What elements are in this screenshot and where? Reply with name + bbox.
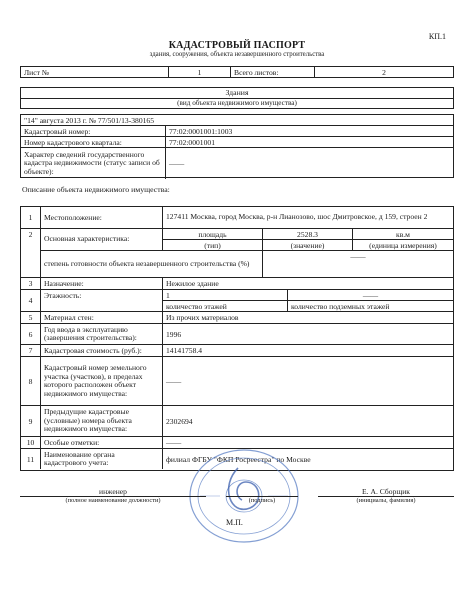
characteristic-value: 2528.3 <box>263 229 353 239</box>
quarter-label: Номер кадастрового квартала: <box>21 137 166 147</box>
row-label: Год ввода в эксплуатацию (завершения строительства): <box>41 324 163 344</box>
row-label: Местоположение: <box>41 207 163 228</box>
row-number: 3 <box>21 278 41 289</box>
cadastral-number-label: Кадастровый номер: <box>21 126 166 136</box>
table-row <box>21 277 453 289</box>
table-row <box>21 311 453 323</box>
document-subtitle: здания, сооружения, объекта незавершенного строительства <box>149 51 325 58</box>
sheet-number: 1 <box>169 67 231 77</box>
object-kind <box>20 87 454 109</box>
previous-numbers-value: 2302694 <box>166 416 193 426</box>
location-value: 127411 Москва, город Москва, р-н Лианозово, шос Дмитровское, д 159, строен 2 <box>166 212 428 222</box>
row-label: Наименование органа кадастрового учета: <box>41 449 163 469</box>
row-label: Этажность: <box>41 290 163 311</box>
purpose-value: Нежилое здание <box>166 279 219 288</box>
cadastral-cost-value: 14141758.4 <box>166 346 203 355</box>
wall-material-value: Из прочих материалов <box>166 313 239 322</box>
row-number: 11 <box>21 449 41 469</box>
row-label: Назначение: <box>41 278 163 289</box>
row-label: Особые отметки: <box>41 437 163 448</box>
row-number: 8 <box>21 357 41 405</box>
underground-caption: количество подземных этажей <box>291 302 390 311</box>
floors-caption: количество этажей <box>163 301 288 312</box>
characteristic-kind: площадь <box>163 229 263 239</box>
row-number: 1 <box>21 207 41 228</box>
row-number: 2 <box>21 229 41 277</box>
special-marks-value: —— <box>166 438 182 447</box>
total-sheets-value: 2 <box>382 67 386 77</box>
underground-value: —— <box>362 290 379 300</box>
position-caption: (полное наименование должности) <box>65 497 161 504</box>
signature-line <box>226 485 298 497</box>
total-sheets-label: Всего листов: <box>231 67 315 77</box>
row-number: 10 <box>21 437 41 448</box>
table-row <box>21 323 453 344</box>
caption-type: (тип) <box>163 240 263 251</box>
form-code: КП.1 <box>428 32 446 41</box>
table-row <box>21 344 453 356</box>
description-title: Описание объекта недвижимого имущества: <box>22 185 170 194</box>
degree-label: степень готовности объекта незавершенного строительства (%) <box>41 251 263 277</box>
name-caption: (инициалы, фамилия) <box>356 497 416 504</box>
signature-caption: (подпись) <box>248 497 276 504</box>
table-row <box>21 228 453 277</box>
position-value: инженер <box>20 485 206 497</box>
seal-place-label: М.П. <box>226 518 243 527</box>
degree-value: —— <box>350 252 366 261</box>
table-row <box>21 207 453 228</box>
row-number: 9 <box>21 406 41 436</box>
caption-value: (значение) <box>263 240 353 251</box>
object-kind-value: Здания <box>225 88 249 97</box>
sheet-info <box>20 66 454 78</box>
land-plot-value: —— <box>166 376 182 386</box>
row-number: 7 <box>21 345 41 356</box>
sheet-label: Лист № <box>21 67 169 77</box>
row-number: 6 <box>21 324 41 344</box>
status-value: —— <box>169 159 185 168</box>
row-label: Предыдущие кадастровые (условные) номера объекта недвижимого имущества: <box>41 406 163 436</box>
row-label: Кадастровый номер земельного участка (участков), в пределах которого расположен объект недвижимого имущества: <box>41 357 163 405</box>
document-title: КАДАСТРОВЫЙ ПАСПОРТ <box>168 40 306 51</box>
authority-value: филиал ФГБУ "ФКП Росреестра" по Москве <box>166 454 311 464</box>
object-kind-caption: (вид объекта недвижимого имущества) <box>21 98 453 110</box>
cadastral-number: 77:02:0001001:1003 <box>169 126 233 136</box>
quarter-number: 77:02:0001001 <box>169 137 215 147</box>
table-row <box>21 356 453 405</box>
table-row <box>21 289 453 311</box>
description-table <box>20 206 454 471</box>
floors-value: 1 <box>163 290 288 300</box>
name-value: Е. А. Сборщик <box>318 485 454 497</box>
characteristic-unit: кв.м <box>396 229 410 239</box>
registration-date: "14" августа 2013 г. № 77/501/13-380165 <box>24 115 155 125</box>
table-row <box>21 405 453 436</box>
row-label: Материал стен: <box>41 312 163 323</box>
row-number: 4 <box>21 290 41 311</box>
registration-block <box>20 114 454 178</box>
year-value: 1996 <box>166 329 182 339</box>
caption-unit: (единица измерения) <box>369 241 437 250</box>
row-label: Кадастровая стоимость (руб.): <box>41 345 163 356</box>
row-label: Основная характеристика: <box>41 229 163 250</box>
row-number: 5 <box>21 312 41 323</box>
signature-block <box>20 485 454 507</box>
status-label: Характер сведений государственного кадастра недвижимости (статус записи об объекте): <box>21 148 166 179</box>
